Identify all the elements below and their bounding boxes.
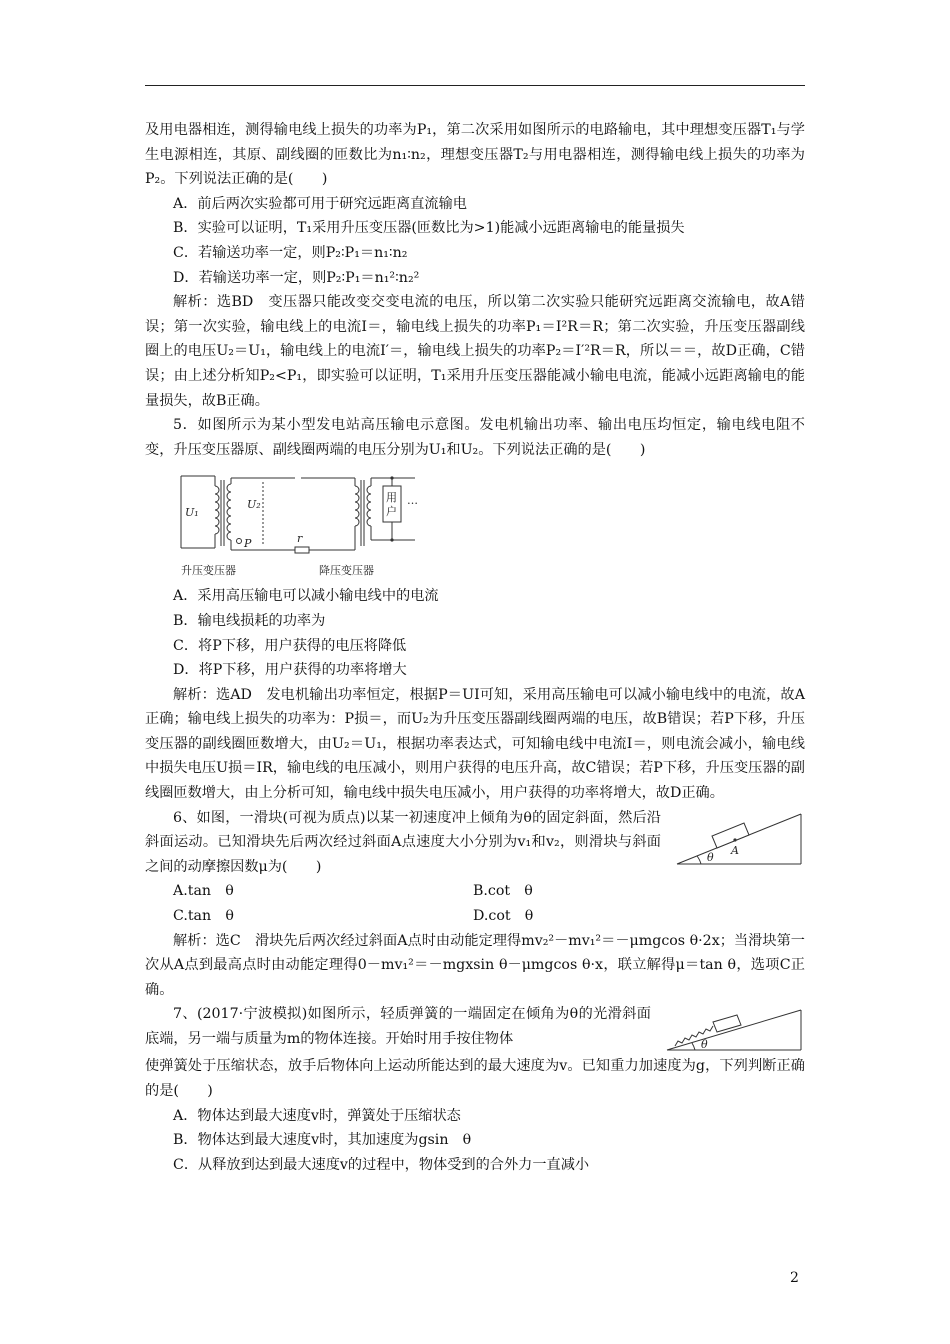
label-a: A [731, 843, 739, 857]
q5-option-b: B．输电线损耗的功率为 [173, 612, 326, 629]
page-number: 2 [790, 1270, 799, 1286]
q6-option-c: C.tan θ [173, 908, 234, 925]
q5-analysis: 解析：选AD 发电机输出功率恒定，根据P＝UI可知，采用高压输电可以减小输电线中的电流，故A正确；输电线上损失的功率为：P损＝，而U₂为升压变压器副线圈两端的电压，故B错误；若P下移，升压变压器的副线圈匝数增大，由U₂＝U₁，根据功率表达式，可知输电线中电流I＝，则电流会减小，输电线中损失电压U损＝IR，输电线的电压减小，则用户获得的电压升高，故C错误；若P下移，升压变压器的副线圈匝数增大，由上分析可知，输电线中损失电压减小，用户获得的功率将增大，故D正确。 [145, 686, 805, 802]
label-theta-q6: θ [707, 850, 714, 864]
q6-analysis: 解析：选C 滑块先后两次经过斜面A点时由动能定理得mv₂²－mv₁²＝－μmgcos θ·2x；当滑块第一次从A点到最高点时由动能定理得0－mv₁²＝－mgxsin θ－μmgcos θ·x，联立解得μ＝tan θ，选项C正确。 [145, 932, 805, 998]
label-user-1: 用 [386, 491, 397, 505]
page-body [145, 118, 805, 1177]
incline-slider-figure [675, 810, 805, 868]
q7-option-a: A．物体达到最大速度v时，弹簧处于压缩状态 [173, 1107, 461, 1124]
q7-stem-b: 使弹簧处于压缩状态，放手后物体向上运动所能达到的最大速度为v。已知重力加速度为g，下列判断正确的是( ) [145, 1058, 805, 1099]
q5-option-c: C．将P下移，用户获得的电压将降低 [173, 637, 407, 654]
label-p: P [244, 537, 252, 551]
q6-option-d: D.cot θ [473, 908, 534, 925]
q4-stem: 及用电器相连，测得输电线上损失的功率为P₁，第二次采用如图所示的电路输电，其中理想变压器T₁与学生电源相连，其原、副线圈的匝数比为n₁∶n₂，理想变压器T₂与用电器相连，测得输电线上损失的功率为P₂。下列说法正确的是( ) [145, 122, 805, 188]
q6-stem: 6、如图，一滑块(可视为质点)以某一初速度冲上倾角为θ的固定斜面，然后沿斜面运动。已知滑块先后两次经过斜面A点速度大小分别为v₁和v₂，则滑块与斜面之间的动摩擦因数μ为( ) [145, 809, 661, 875]
label-u1: U₁ [185, 506, 199, 520]
q5-option-a: A．采用高压输电可以减小输电线中的电流 [173, 588, 439, 605]
q6-options-row-2 [145, 904, 805, 929]
label-dots: … [407, 494, 418, 508]
caption-step-down: 降压变压器 [319, 564, 374, 578]
q6-options-row-1 [145, 879, 805, 904]
q7-option-b: B．物体达到最大速度v时，其加速度为gsin θ [173, 1132, 472, 1149]
header-rule [145, 85, 805, 86]
q5-stem: 5．如图所示为某小型发电站高压输电示意图。发电机输出功率、输出电压均恒定，输电线电阻不变，升压变压器原、副线圈两端的电压分别为U₁和U₂。下列说法正确的是( ) [145, 417, 805, 458]
q4-analysis: 解析：选BD 变压器只能改变交变电流的电压，所以第二次实验只能研究远距离交流输电，故A错误；第一次实验，输电线上的电流I＝，输电线上损失的功率P₁＝I²R＝R；第二次实验，升压变压器副线圈上的电压U₂＝U₁，输电线上的电流I′＝，输电线上损失的功率P₂＝I′²R＝R，所以＝＝，故D正确，C错误；由上述分析知P₂<P₁，即实验可以证明，T₁采用升压变压器能减小输电电流，能减小远距离输电的能量损失，故B正确。 [145, 294, 805, 409]
label-theta-q7: θ [701, 1038, 708, 1052]
q6-option-b: B.cot θ [473, 883, 533, 900]
transmission-circuit-figure [175, 468, 435, 580]
q4-option-c: C．若输送功率一定，则P₂∶P₁＝n₁∶n₂ [173, 244, 408, 261]
label-u2: U₂ [247, 498, 261, 512]
label-user-2: 户 [386, 505, 397, 519]
q6-option-a: A.tan θ [173, 883, 234, 900]
q7-option-c: C．从释放到达到最大速度v的过程中，物体受到的合外力一直减小 [173, 1156, 590, 1173]
q7-stem-a: 7、(2017·宁波模拟)如图所示，轻质弹簧的一端固定在倾角为θ的光滑斜面底端，另一端与质量为m的物体连接。开始时用手按住物体 [145, 1006, 651, 1047]
q4-option-d: D．若输送功率一定，则P₂∶P₁＝n₁²∶n₂² [173, 269, 420, 286]
spring-incline-figure [665, 1006, 805, 1054]
q4-option-b: B．实验可以证明，T₁采用升压变压器(匝数比为>1)能减小远距离输电的能量损失 [173, 220, 685, 237]
q4-option-a: A．前后两次实验都可用于研究远距离直流输电 [173, 195, 467, 212]
q5-option-d: D．将P下移，用户获得的功率将增大 [173, 662, 407, 679]
label-r: r [297, 532, 303, 546]
q7-block [145, 1002, 805, 1054]
caption-step-up: 升压变压器 [181, 564, 236, 578]
q6-block [145, 806, 805, 880]
